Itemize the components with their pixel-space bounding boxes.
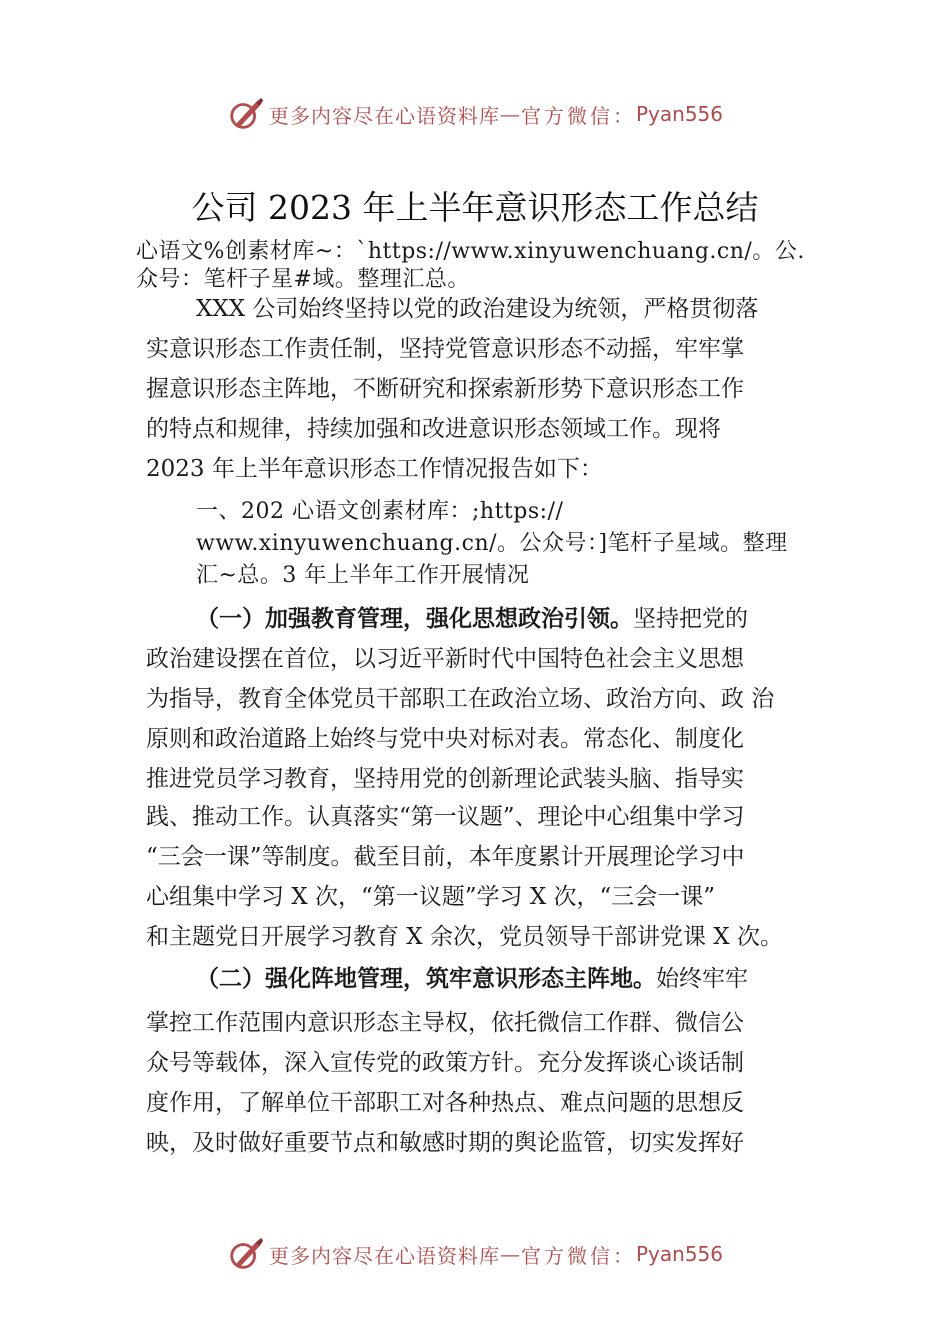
sub1-line: 原则和政治道路上始终与党中央对标对表。常态化、制度化 bbox=[146, 726, 744, 752]
sub2-line: 掌控工作范围内意识形态主导权，依托微信工作群、微信公 bbox=[146, 1010, 744, 1036]
sub2-heading: （二）强化阵地管理，筑牢意识形态主阵地。 bbox=[196, 965, 656, 992]
source-line-1: 心语文%创素材库~：`https://www.xinyuwenchuang.cn/。公. bbox=[136, 239, 805, 264]
sub1-line: 推进党员学习教育，坚持用党的创新理论武装头脑、指导实 bbox=[146, 766, 744, 792]
section-one-line: 汇~总。3 年上半年工作开展情况 bbox=[196, 563, 530, 588]
brush-logo-icon bbox=[227, 95, 265, 133]
banner-wechat-id: Pyan556 bbox=[635, 102, 723, 126]
source-line-2: 众号：笔杆子星#域。整理汇总。 bbox=[136, 267, 470, 292]
section-one-line: www.xinyuwenchuang.cn/。公众号：]笔杆子星域。整理 bbox=[196, 531, 788, 556]
sub2-line: 映，及时做好重要节点和敏感时期的舆论监管，切实发挥好 bbox=[146, 1130, 744, 1156]
banner-dash: — bbox=[499, 102, 521, 126]
intro-line: XXX 公司始终坚持以党的政治建设为统领，严格贯彻落 bbox=[196, 296, 759, 322]
sub2-line: 度作用，了解单位干部职工对各种热点、难点问题的思想反 bbox=[146, 1090, 744, 1116]
banner-text: 更多内容尽在心语资料库 bbox=[268, 103, 500, 128]
section-one-line: 一、202 心语文创素材库：;https:// bbox=[196, 499, 564, 524]
brush-logo-icon bbox=[227, 1235, 265, 1273]
banner-wechat-label: 官方微信： bbox=[520, 1243, 636, 1268]
sub2-first-rest: 始终牢牢 bbox=[656, 966, 748, 992]
header-banner bbox=[0, 92, 950, 136]
intro-line: 握意识形态主阵地，不断研究和探索新形势下意识形态工作 bbox=[146, 376, 744, 402]
sub1-line: “三会一课”等制度。截至目前，本年度累计开展理论学习中 bbox=[146, 844, 745, 870]
sub1-line: 心组集中学习 X 次，“第一议题”学习 X 次，“三会一课” bbox=[146, 884, 716, 910]
intro-line: 2023 年上半年意识形态工作情况报告如下： bbox=[146, 456, 603, 482]
sub2-line: 众号等载体，深入宣传党的政策方针。充分发挥谈心谈话制 bbox=[146, 1050, 744, 1076]
sub2-first-line bbox=[196, 960, 748, 993]
sub1-line: 为指导，教育全体党员干部职工在政治立场、政治方向、政 治 bbox=[146, 686, 775, 712]
sub1-first-line bbox=[196, 600, 748, 633]
sub1-line: 政治建设摆在首位，以习近平新时代中国特色社会主义思想 bbox=[146, 646, 744, 672]
sub1-line: 和主题党日开展学习教育 X 余次，党员领导干部讲党课 X 次。 bbox=[146, 924, 783, 950]
banner-wechat-id: Pyan556 bbox=[635, 1242, 723, 1266]
sub1-first-rest: 坚持把党的 bbox=[633, 606, 748, 632]
sub1-heading: （一）加强教育管理，强化思想政治引领。 bbox=[196, 605, 633, 632]
sub1-line: 践、推动工作。认真落实“第一议题”、理论中心组集中学习 bbox=[146, 804, 745, 830]
banner-dash: — bbox=[499, 1242, 521, 1266]
document-title: 公司 2023 年上半年意识形态工作总结 bbox=[191, 188, 759, 227]
banner-wechat-label: 官方微信： bbox=[520, 103, 636, 128]
intro-line: 的特点和规律，持续加强和改进意识形态领域工作。现将 bbox=[146, 416, 721, 442]
footer-banner bbox=[0, 1232, 950, 1276]
banner-text: 更多内容尽在心语资料库 bbox=[268, 1243, 500, 1268]
intro-line: 实意识形态工作责任制，坚持党管意识形态不动摇，牢牢掌 bbox=[146, 336, 744, 362]
